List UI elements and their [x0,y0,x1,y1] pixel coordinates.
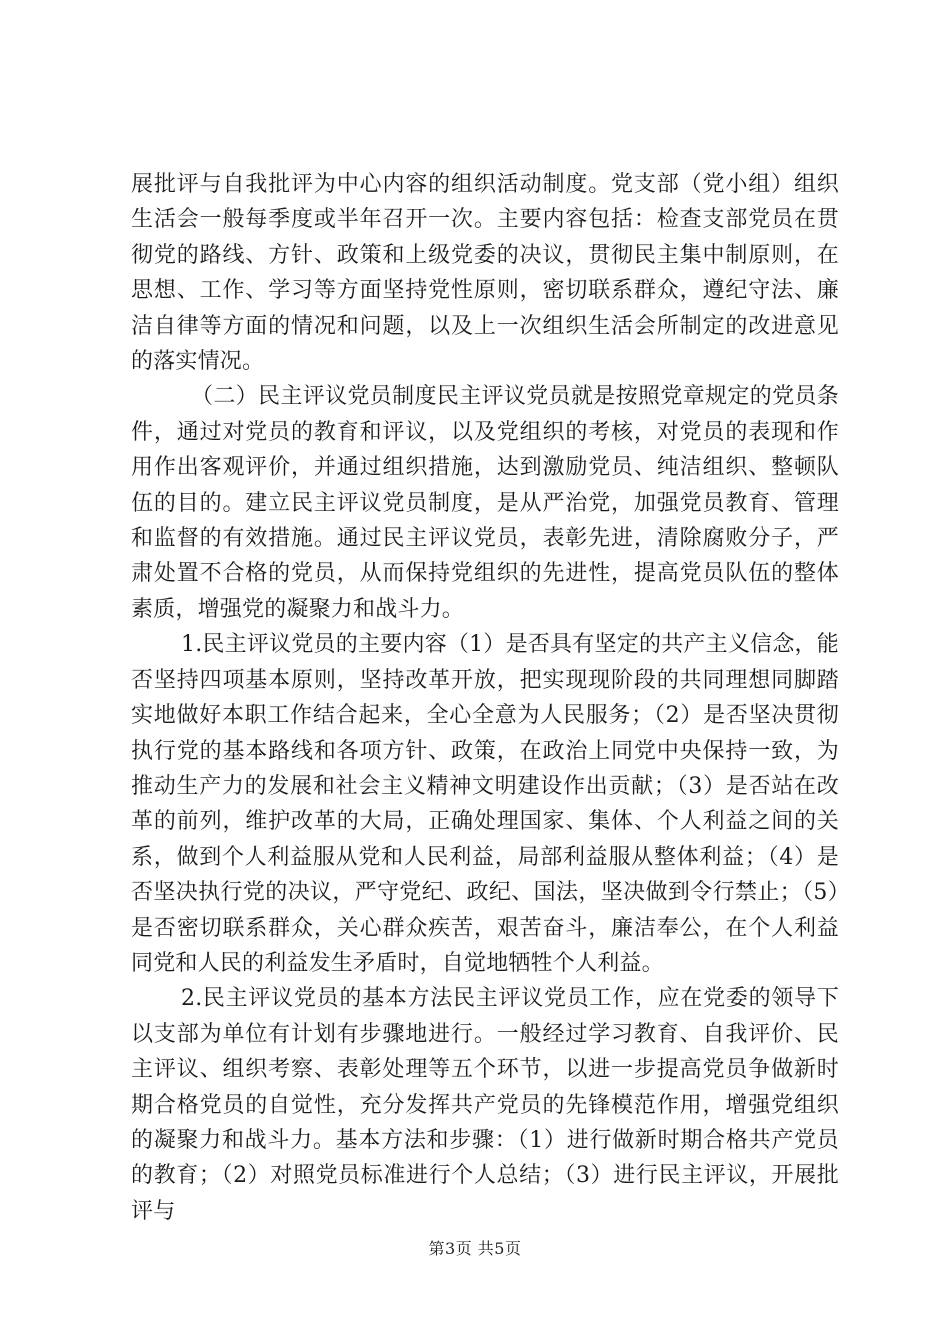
paragraph-item-2: 2.民主评议党员的基本方法民主评议党员工作，应在党委的领导下以支部为单位有计划有步骤地进行。一般经过学习教育、自我评价、民主评议、组织考察、表彰处理等五个环节，以进一步提高党员争做新时期合格党员的自觉性，充分发挥共产党员的先锋模范作用，增强党组织的凝聚力和战斗力。基本方法和步骤：（1）进行做新时期合格共产党员的教育；（2）对照党员标准进行个人总结；（3）进行民主评议，开展批评与 [131,986,839,1224]
page-number-footer: 第3页 共5页 [428,1239,522,1258]
document-body [131,167,839,1229]
paragraph-continuation: 展批评与自我批评为中心内容的组织活动制度。党支部（党小组）组织生活会一般每季度或半年召开一次。主要内容包括：检查支部党员在贯彻党的路线、方针、政策和上级党委的决议，贯彻民主集中制原则，在思想、工作、学习等方面坚持党性原则，密切联系群众，遵纪守法、廉洁自律等方面的情况和问题，以及上一次组织生活会所制定的改进意见的落实情况。 [131,172,839,375]
paragraph-section-2: （二）民主评议党员制度民主评议党员就是按照党章规定的党员条件，通过对党员的教育和评议，以及党组织的考核，对党员的表现和作用作出客观评价，并通过组织措施，达到激励党员、纯洁组织、整顿队伍的目的。建立民主评议党员制度，是从严治党，加强党员教育、管理和监督的有效措施。通过民主评议党员，表彰先进，清除腐败分子，严肃处置不合格的党员，从而保持党组织的先进性，提高党员队伍的整体素质，增强党的凝聚力和战斗力。 [131,384,839,622]
paragraph-item-1: 1.民主评议党员的主要内容（1）是否具有坚定的共产主义信念，能否坚持四项基本原则，坚持改革开放，把实现现阶段的共同理想同脚踏实地做好本职工作结合起来，全心全意为人民服务；（2）是否坚决贯彻执行党的基本路线和各项方针、政策，在政治上同党中央保持一致，为推动生产力的发展和社会主义精神文明建设作出贡献；（3）是否站在改革的前列，维护改革的大局，正确处理国家、集体、个人利益之间的关系，做到个人利益服从党和人民利益，局部利益服从整体利益；（4）是否坚决执行党的决议，严守党纪、政纪、国法，坚决做到令行禁止；（5）是否密切联系群众，关心群众疾苦，艰苦奋斗，廉洁奉公，在个人利益同党和人民的利益发生矛盾时，自觉地牺牲个人利益。 [131,632,839,976]
